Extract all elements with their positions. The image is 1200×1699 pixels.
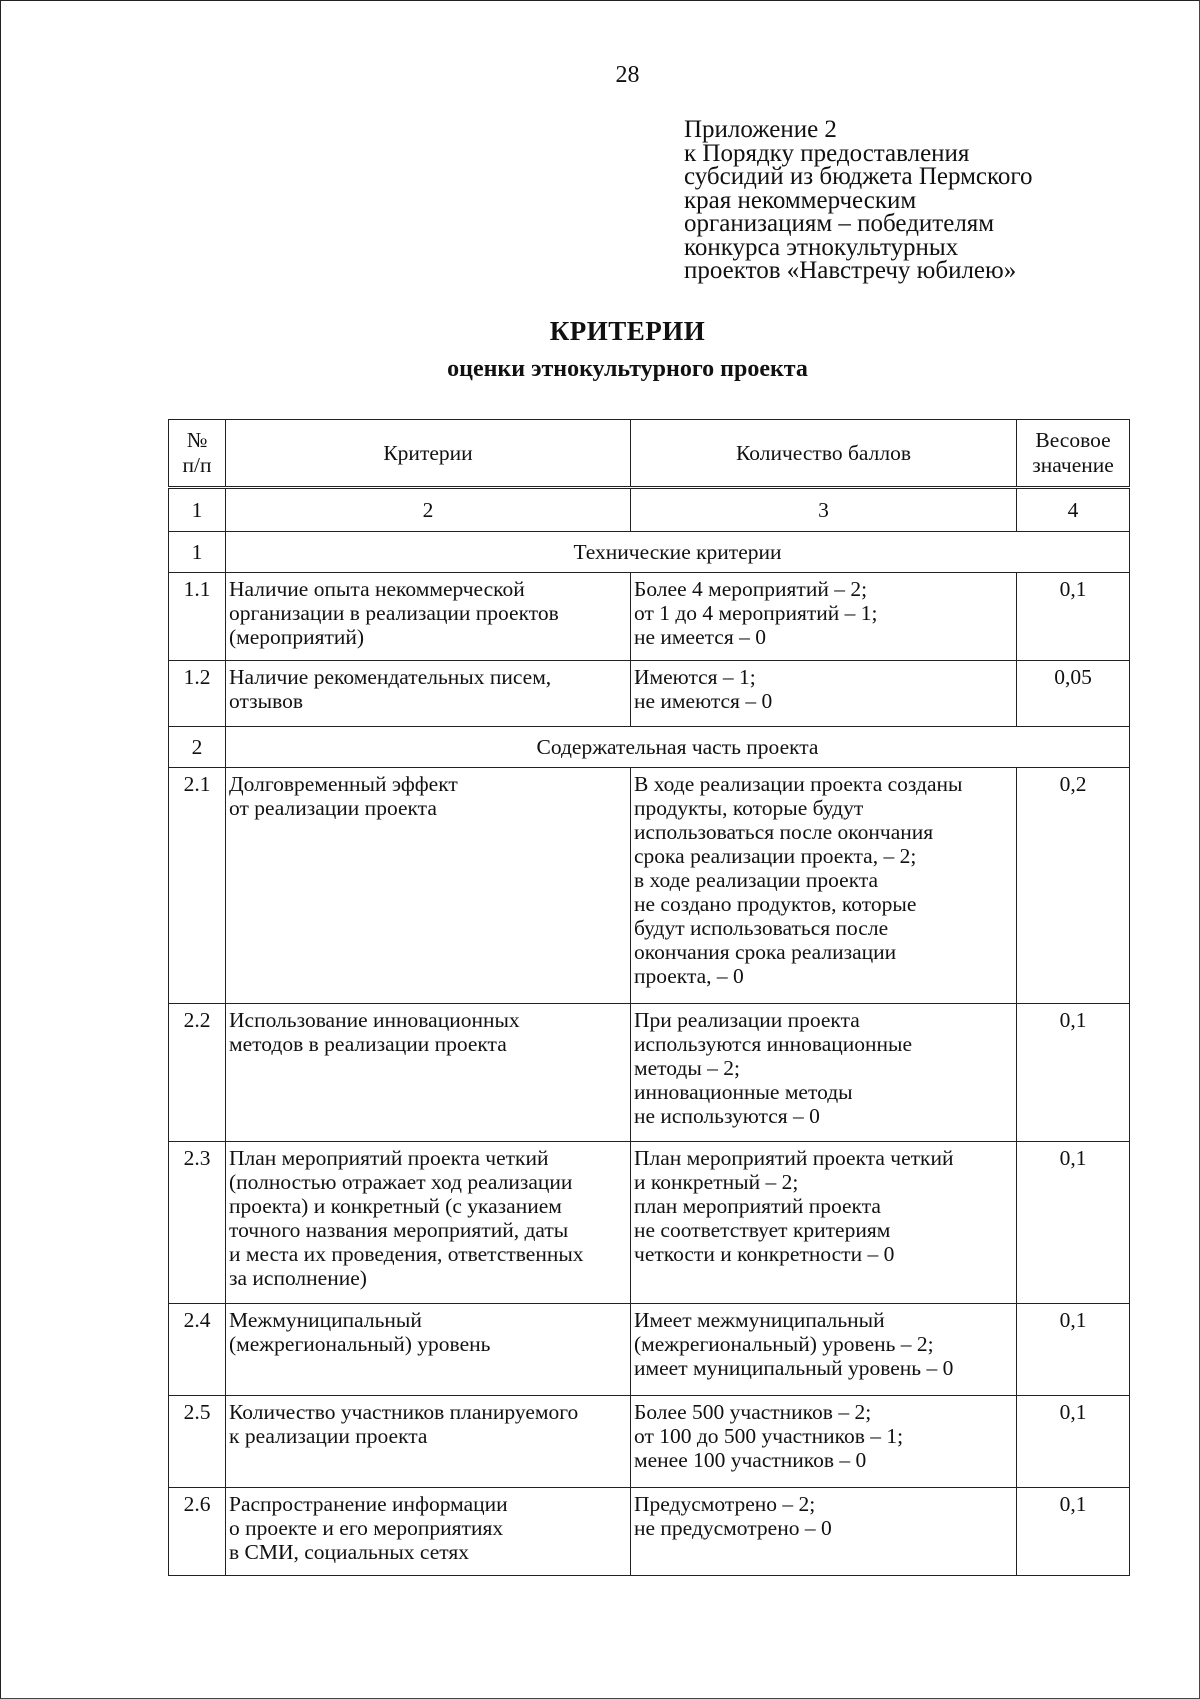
criterion-text-line: и места их проведения, ответственных bbox=[229, 1242, 584, 1266]
appendix-line: субсидий из бюджета Пермского bbox=[684, 163, 1033, 190]
criterion-number: 2.3 bbox=[169, 1142, 226, 1304]
criterion-points-line: четкости и конкретности – 0 bbox=[634, 1242, 895, 1266]
column-index: 1 bbox=[169, 488, 226, 532]
criterion-row bbox=[169, 1142, 1130, 1304]
criterion-row bbox=[169, 573, 1130, 661]
criterion-points-line: Предусмотрено – 2; bbox=[634, 1492, 816, 1516]
criterion-points-line: будут использоваться после bbox=[634, 916, 889, 940]
criterion-points-line: имеет муниципальный уровень – 0 bbox=[634, 1356, 954, 1380]
criterion-text-line: о проекте и его мероприятиях bbox=[229, 1516, 504, 1540]
header-number-line: № bbox=[186, 428, 208, 452]
criterion-weight: 0,1 bbox=[1017, 1004, 1130, 1142]
criterion-points bbox=[631, 1396, 1017, 1488]
criterion-points bbox=[631, 1004, 1017, 1142]
criterion-text-line: организации в реализации проектов bbox=[229, 601, 559, 625]
criterion-number: 2.6 bbox=[169, 1488, 226, 1576]
criterion-weight: 0,1 bbox=[1017, 573, 1130, 661]
criterion-points-line: от 100 до 500 участников – 1; bbox=[634, 1424, 904, 1448]
criterion-points bbox=[631, 1304, 1017, 1396]
appendix-line: организациям – победителям bbox=[684, 210, 995, 237]
criterion-text-line: Долговременный эффект bbox=[229, 772, 458, 796]
criterion-points-line: При реализации проекта bbox=[634, 1008, 860, 1032]
criterion-text bbox=[226, 1142, 631, 1304]
criterion-text-line: отзывов bbox=[229, 689, 303, 713]
criterion-points bbox=[631, 573, 1017, 661]
criterion-text-line: План мероприятий проекта четкий bbox=[229, 1146, 549, 1170]
header-weight bbox=[1017, 420, 1130, 488]
criterion-points-line: не имеются – 0 bbox=[634, 689, 773, 713]
criterion-text-line: от реализации проекта bbox=[229, 796, 437, 820]
criterion-text-line: (полностью отражает ход реализации bbox=[229, 1170, 573, 1194]
column-index-row bbox=[169, 488, 1130, 532]
criterion-points-line: не имеется – 0 bbox=[634, 625, 766, 649]
column-index: 3 bbox=[631, 488, 1017, 532]
header-number-line: п/п bbox=[182, 453, 212, 477]
appendix-line: проектов «Навстречу юбилею» bbox=[684, 257, 1017, 284]
criterion-text-line: в СМИ, социальных сетях bbox=[229, 1540, 470, 1564]
criterion-text-line: за исполнение) bbox=[229, 1266, 367, 1290]
column-index: 2 bbox=[226, 488, 631, 532]
criterion-weight: 0,1 bbox=[1017, 1304, 1130, 1396]
section-number: 2 bbox=[169, 727, 226, 768]
criterion-weight: 0,1 bbox=[1017, 1488, 1130, 1576]
criterion-points bbox=[631, 1142, 1017, 1304]
criterion-points-line: использоваться после окончания bbox=[634, 820, 934, 844]
criterion-points-line: инновационные методы bbox=[634, 1080, 853, 1104]
section-row bbox=[169, 727, 1130, 768]
criterion-number: 2.5 bbox=[169, 1396, 226, 1488]
criteria-table bbox=[168, 419, 1130, 1576]
criterion-text-line: методов в реализации проекта bbox=[229, 1032, 507, 1056]
criterion-text bbox=[226, 661, 631, 727]
criterion-points bbox=[631, 768, 1017, 1004]
criterion-number: 2.4 bbox=[169, 1304, 226, 1396]
criterion-points-line: план мероприятий проекта bbox=[634, 1194, 881, 1218]
criterion-weight: 0,2 bbox=[1017, 768, 1130, 1004]
criterion-text-line: Наличие рекомендательных писем, bbox=[229, 665, 552, 689]
criterion-text-line: к реализации проекта bbox=[229, 1424, 428, 1448]
criterion-points-line: Более 4 мероприятий – 2; bbox=[634, 577, 868, 601]
section-number: 1 bbox=[169, 532, 226, 573]
criterion-row bbox=[169, 661, 1130, 727]
criterion-points-line: не предусмотрено – 0 bbox=[634, 1516, 832, 1540]
document-subtitle: оценки этнокультурного проекта bbox=[447, 356, 808, 382]
criterion-text-line: точного названия мероприятий, даты bbox=[229, 1218, 569, 1242]
criterion-text bbox=[226, 1304, 631, 1396]
criterion-text-line: проекта) и конкретный (с указанием bbox=[229, 1194, 562, 1218]
appendix-line: конкурса этнокультурных bbox=[684, 233, 959, 261]
section-title: Технические критерии bbox=[226, 532, 1130, 573]
page-number: 28 bbox=[615, 62, 640, 88]
criterion-points-line: В ходе реализации проекта созданы bbox=[634, 772, 963, 796]
criterion-points-line: продукты, которые будут bbox=[634, 796, 864, 820]
appendix-line: края некоммерческим bbox=[684, 186, 917, 214]
criterion-number: 2.1 bbox=[169, 768, 226, 1004]
criterion-text-line: Межмуниципальный bbox=[229, 1308, 422, 1332]
header-points: Количество баллов bbox=[631, 420, 1017, 488]
criterion-text-line: Наличие опыта некоммерческой bbox=[229, 577, 525, 601]
appendix-line: к Порядку предоставления bbox=[684, 139, 970, 167]
criterion-row bbox=[169, 1396, 1130, 1488]
criterion-points-line: срока реализации проекта, – 2; bbox=[634, 844, 917, 868]
criterion-row bbox=[169, 1004, 1130, 1142]
header-weight-line: Весовое bbox=[1035, 428, 1111, 452]
header-number bbox=[169, 420, 226, 488]
criterion-weight: 0,1 bbox=[1017, 1142, 1130, 1304]
criterion-weight: 0,1 bbox=[1017, 1396, 1130, 1488]
appendix-line: Приложение 2 bbox=[684, 116, 837, 143]
header-weight-line: значение bbox=[1032, 453, 1114, 477]
appendix-block bbox=[684, 118, 1033, 283]
criterion-points-line: не используются – 0 bbox=[634, 1104, 820, 1128]
criterion-text bbox=[226, 1488, 631, 1576]
section-title: Содержательная часть проекта bbox=[226, 727, 1130, 768]
criterion-points-line: не соответствует критериям bbox=[634, 1218, 891, 1242]
section-row bbox=[169, 532, 1130, 573]
criterion-weight: 0,05 bbox=[1017, 661, 1130, 727]
criterion-text bbox=[226, 573, 631, 661]
criterion-text-line: Распространение информации bbox=[229, 1492, 508, 1516]
criterion-text bbox=[226, 1396, 631, 1488]
criterion-points-line: менее 100 участников – 0 bbox=[634, 1448, 867, 1472]
criterion-text bbox=[226, 1004, 631, 1142]
criterion-text-line: (межрегиональный) уровень bbox=[229, 1332, 491, 1356]
criterion-points-line: используются инновационные bbox=[634, 1032, 913, 1056]
criterion-text bbox=[226, 768, 631, 1004]
header-criteria: Критерии bbox=[226, 420, 631, 488]
criterion-points-line: Имеет межмуниципальный bbox=[634, 1308, 885, 1332]
criterion-points bbox=[631, 661, 1017, 727]
criterion-points bbox=[631, 1488, 1017, 1576]
criterion-text-line: Использование инновационных bbox=[229, 1008, 520, 1032]
criterion-points-line: от 1 до 4 мероприятий – 1; bbox=[634, 601, 878, 625]
document-title: КРИТЕРИИ bbox=[549, 316, 706, 346]
criterion-text-line: Количество участников планируемого bbox=[229, 1400, 579, 1424]
criterion-row bbox=[169, 1488, 1130, 1576]
column-index: 4 bbox=[1017, 488, 1130, 532]
criterion-points-line: методы – 2; bbox=[634, 1056, 740, 1080]
criterion-points-line: Имеются – 1; bbox=[634, 665, 756, 689]
criterion-points-line: План мероприятий проекта четкий bbox=[634, 1146, 954, 1170]
criterion-number: 1.1 bbox=[169, 573, 226, 661]
criterion-number: 2.2 bbox=[169, 1004, 226, 1142]
criterion-number: 1.2 bbox=[169, 661, 226, 727]
table-header-row bbox=[169, 420, 1130, 488]
criterion-points-line: (межрегиональный) уровень – 2; bbox=[634, 1332, 934, 1356]
criterion-points-line: проекта, – 0 bbox=[634, 964, 744, 988]
criterion-points-line: не создано продуктов, которые bbox=[634, 892, 917, 916]
criterion-points-line: окончания срока реализации bbox=[634, 940, 897, 964]
criterion-text-line: (мероприятий) bbox=[229, 625, 365, 649]
criterion-points-line: Более 500 участников – 2; bbox=[634, 1400, 872, 1424]
criterion-points-line: в ходе реализации проекта bbox=[634, 868, 879, 892]
criterion-row bbox=[169, 1304, 1130, 1396]
criterion-points-line: и конкретный – 2; bbox=[634, 1170, 799, 1194]
criterion-row bbox=[169, 768, 1130, 1004]
